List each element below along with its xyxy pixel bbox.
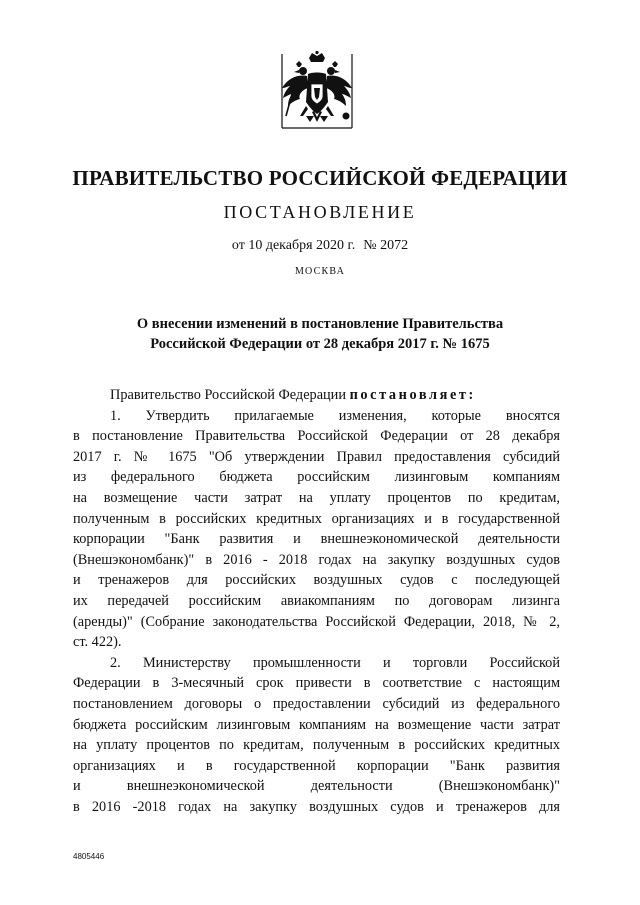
paragraph-2-line: на уплату процентов по кредитам, полученным в российских кредитных: [73, 737, 560, 754]
document-type: ПОСТАНОВЛЕНИЕ: [223, 202, 417, 222]
paragraph-1-line: ст. 422).: [73, 634, 122, 651]
coat-of-arms-icon: [276, 50, 358, 140]
subject-line: Российской Федерации от 28 декабря 2017 г. № 1675: [150, 336, 490, 352]
paragraph-2-line: организациях и в государственной корпорации "Банк развития: [73, 757, 560, 774]
intro-line: [73, 385, 560, 406]
subject-line: О внесении изменений в постановление Правительства: [136, 316, 504, 332]
paragraph-1-line: на возмещение части затрат на уплату процентов по кредитам,: [73, 489, 560, 506]
paragraph-1-line: корпорации "Банк развития и внешнеэкономической деятельности: [73, 531, 560, 548]
decree-number: № 2072: [363, 238, 409, 253]
decree-date: от 10 декабря 2020 г.: [231, 238, 356, 253]
intro-prefix: Правительство Российской Федерации: [110, 387, 346, 403]
government-title: ПРАВИТЕЛЬСТВО РОССИЙСКОЙ ФЕДЕРАЦИИ: [72, 166, 568, 190]
paragraph-2-line: постановлением договоры о предоставлении субсидий из федерального: [73, 695, 560, 712]
decree-subject: [90, 314, 550, 354]
paragraph-1-line: из федерального бюджета российским лизинговым компаниям: [73, 469, 560, 486]
paragraph-1-line: их передачей российским авиакомпаниям по договорам лизинга: [73, 592, 560, 609]
paragraph-2-line: Федерации в 3-месячный срок привести в соответствие с настоящим: [73, 675, 560, 692]
paragraph-1-line: 1. Утвердить прилагаемые изменения, которые вносятся: [110, 407, 560, 424]
paragraph-2-line: 2. Министерству промышленности и торговли Российской: [110, 654, 560, 671]
date-line: [0, 238, 640, 254]
paragraph-1-line: полученным в российских кредитных организациях и в государственной: [73, 510, 560, 527]
intro-verb: постановляет:: [349, 387, 476, 403]
paragraph-1-line: (Внешэкономбанк)" в 2016 - 2018 годах на закупку воздушных судов: [73, 551, 560, 568]
city: МОСКВА: [294, 266, 346, 277]
paragraph-1-line: в постановление Правительства Российской Федерации от 28 декабря: [73, 428, 560, 445]
paragraph-2-line: бюджета российским лизинговым компаниям на возмещение части затрат: [73, 716, 560, 733]
paragraph-2-line: в 2016 -2018 годах на закупку воздушных судов и тренажеров для: [73, 798, 560, 815]
paragraph-2-line: и внешнеэкономической деятельности (Внешэкономбанк)": [73, 778, 560, 795]
paragraph-1-line: (аренды)" (Собрание законодательства Российской Федерации, 2018, № 2,: [73, 613, 560, 630]
paragraph-1-line: 2017 г. № 1675 "Об утверждении Правил предоставления субсидий: [73, 448, 560, 465]
document-code: 4805446: [73, 852, 105, 861]
decree-body: [73, 385, 560, 817]
paragraph-1-line: и тренажеров для российских воздушных судов с последующей: [73, 572, 560, 589]
